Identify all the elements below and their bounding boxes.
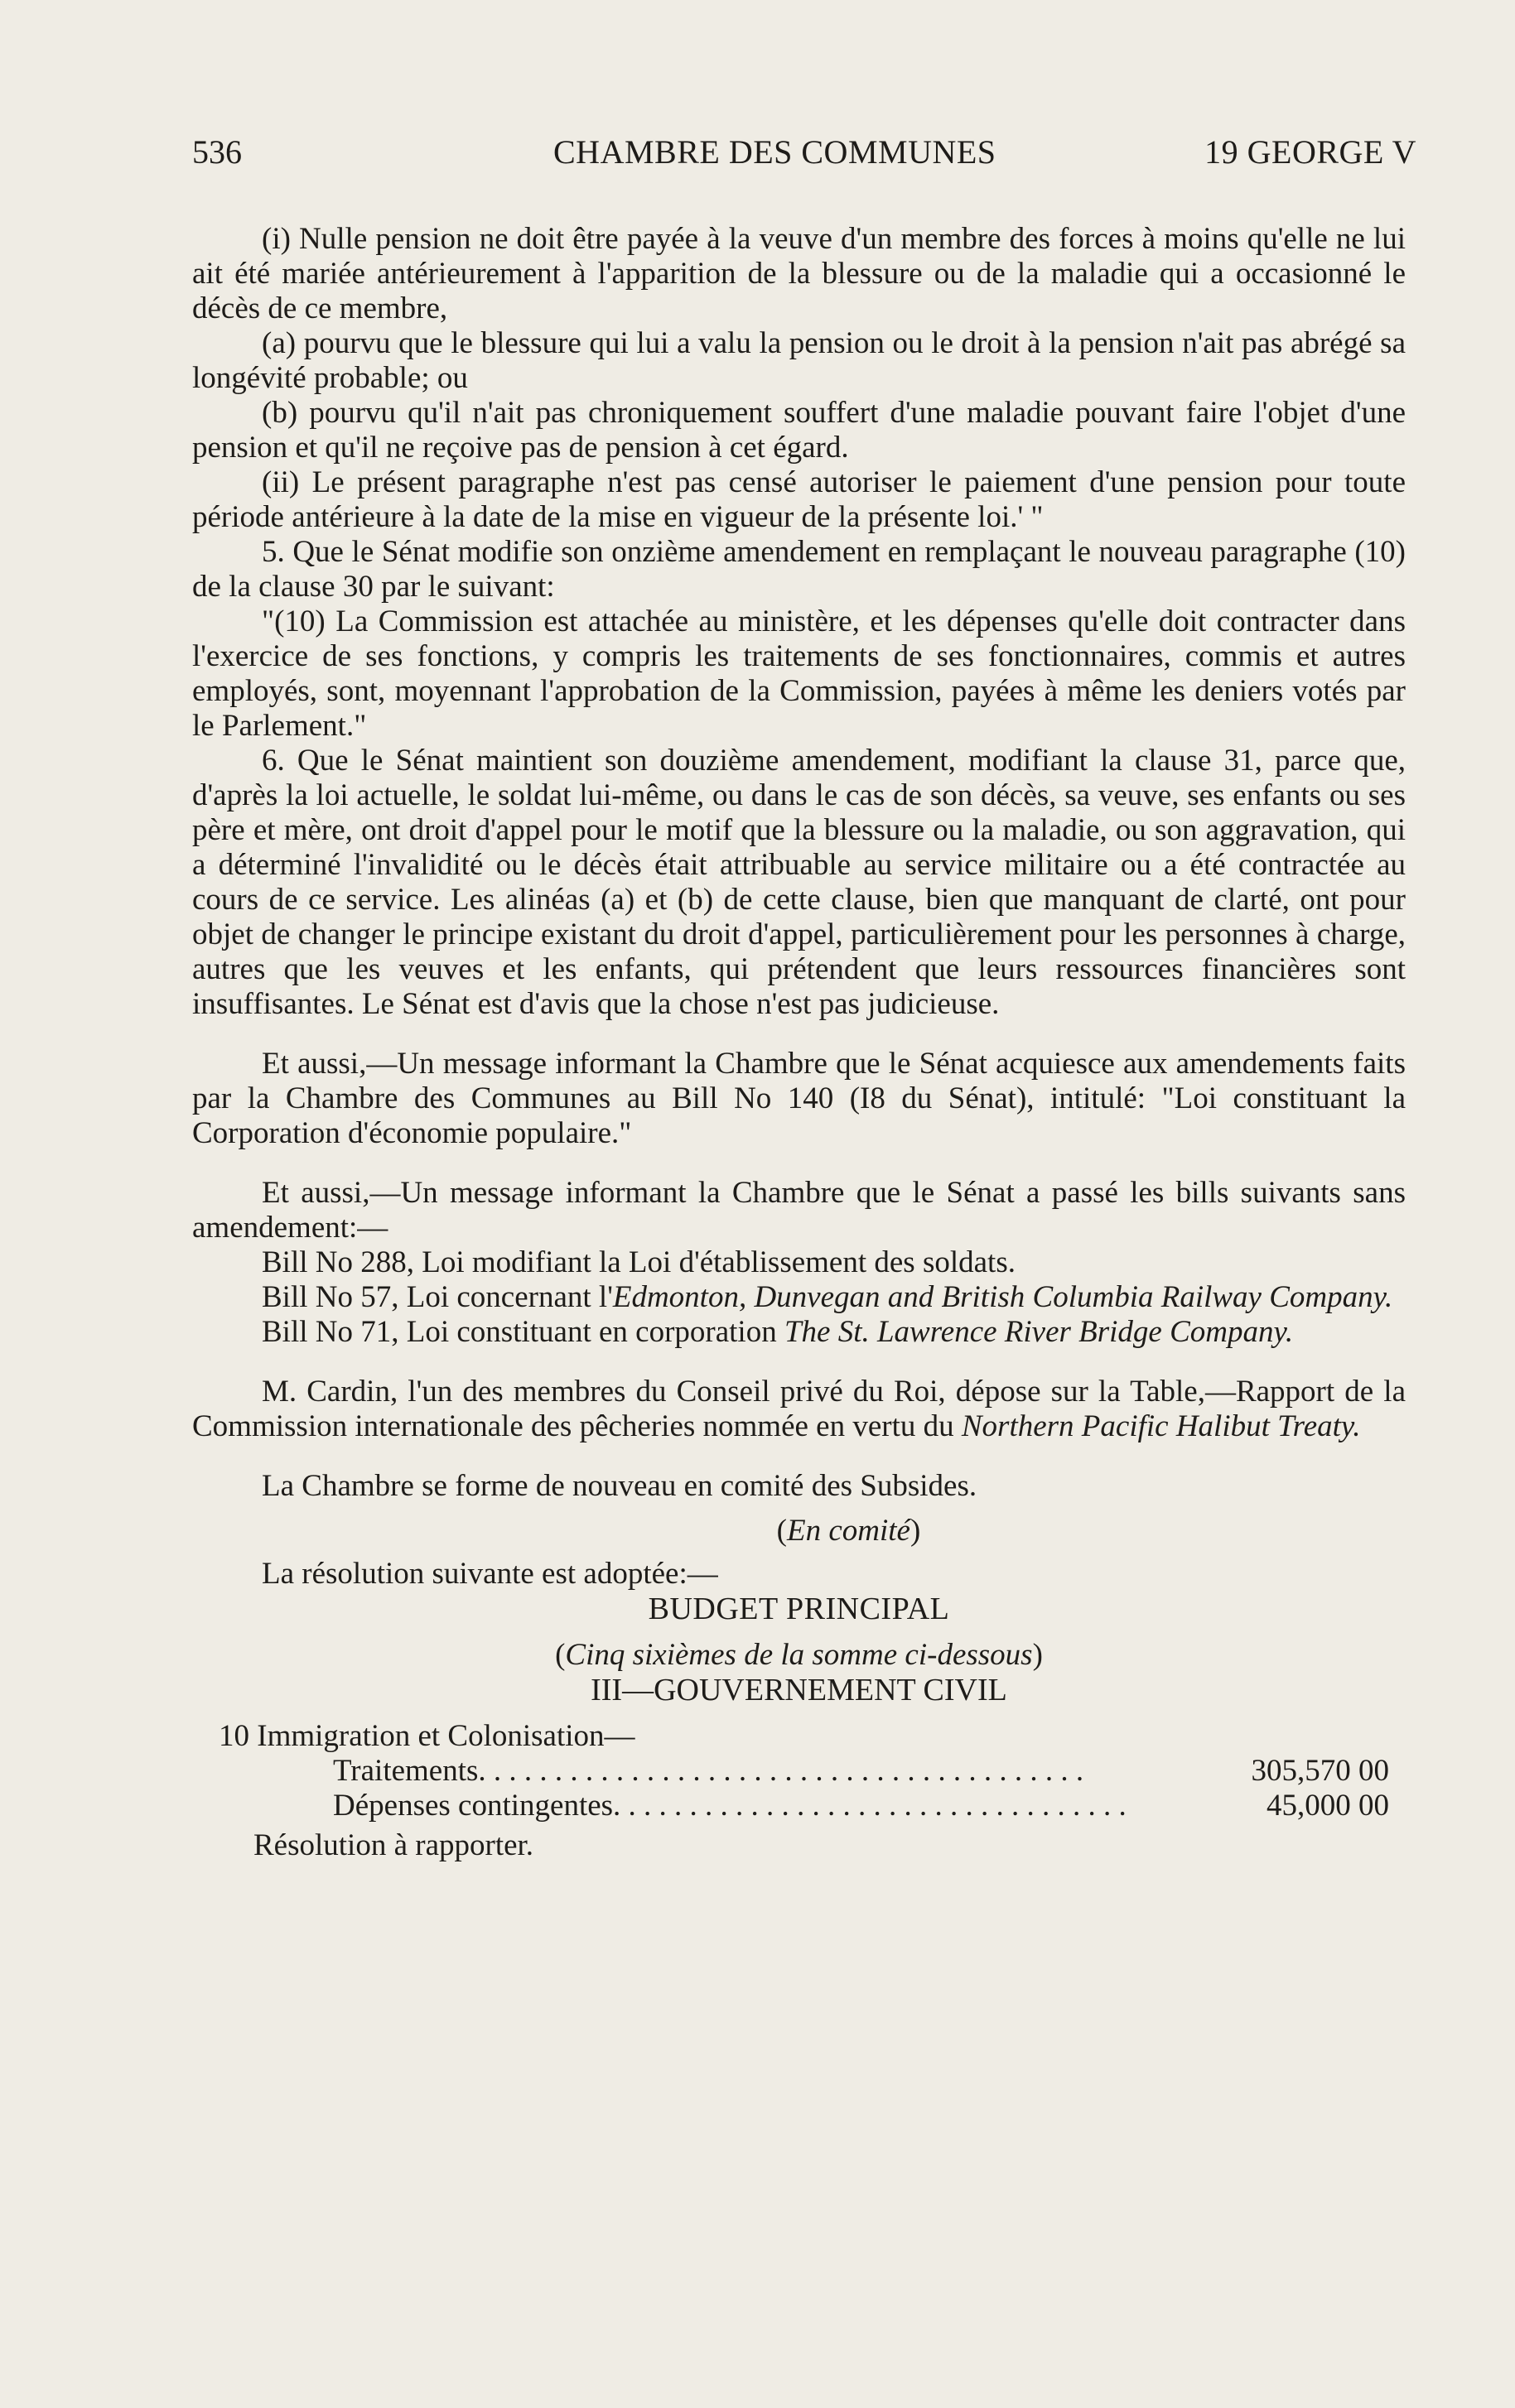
paragraph: (a) pourvu que le blessure qui lui a valu la pension ou le droit à la pension n'ait pas abrégé sa longévité probable; ou: [192, 326, 1406, 395]
paragraph-text: M. Cardin, l'un des membres du Conseil privé du Roi, dépose sur la Table,—Rapport de la Commission internationale des pêcheries nommée en vertu du: [192, 1375, 1406, 1443]
budget-item: [192, 1719, 1406, 1754]
reign-label: 19 GEORGE V: [1204, 133, 1416, 171]
bill-company-name: Edmonton, Dunvegan and British Columbia Railway Company.: [612, 1280, 1393, 1314]
paragraph: La résolution suivante est adoptée:—: [262, 1557, 718, 1591]
treaty-name: Northern Pacific Halibut Treaty.: [961, 1409, 1361, 1443]
budget-line-label: Traitements. . . . . . . . . . . . . . . . . . . . . . . . . . . . . . . . . . . . . . . .: [333, 1754, 1084, 1788]
budget-line-amount: 45,000 00: [1267, 1789, 1389, 1823]
item-number: 10: [219, 1719, 249, 1753]
section-title: III—GOUVERNEMENT CIVIL: [591, 1673, 1007, 1707]
budget-line-amount: 305,570 00: [1251, 1754, 1389, 1788]
budget-line: [192, 1754, 1406, 1789]
paragraph: 5. Que le Sénat modifie son onzième amendement en remplaçant le nouveau paragraphe (10) de la clause 30 par le suivant:: [192, 535, 1406, 604]
bill-item: [192, 1280, 1406, 1315]
paragraph: La Chambre se forme de nouveau en comité des Subsides.: [262, 1469, 977, 1503]
budget-line-label: Dépenses contingentes. . . . . . . . . . . . . . . . . . . . . . . . . . . . . . . . . .: [333, 1789, 1127, 1823]
page-number: 536: [192, 133, 242, 171]
page-body: [192, 222, 1406, 1863]
bill-company-name: The St. Lawrence River Bridge Company.: [784, 1315, 1294, 1349]
bill-text: Bill No 57, Loi concernant l': [262, 1280, 613, 1314]
paragraph: (ii) Le présent paragraphe n'est pas censé autoriser le paiement d'une pension pour toute période antérieure à la date de la mise en vigueur de la présente loi.' ": [192, 465, 1406, 534]
bill-item: [192, 1315, 1406, 1350]
paragraph: "(10) La Commission est attachée au ministère, et les dépenses qu'elle doit contracter dans l'exercice de ses fonctions, y compris les traitements de ses fonctionnaires, commis et autres employés, sont, moyennant l'approbation de la Commission, payées à même les deniers votés par le Parlement.": [192, 604, 1406, 743]
budget-title: BUDGET PRINCIPAL: [648, 1592, 950, 1626]
committee-label: (En comité): [776, 1514, 921, 1548]
paragraph: Et aussi,—Un message informant la Chambre que le Sénat a passé les bills suivants sans amendement:—: [192, 1176, 1406, 1245]
paragraph: 6. Que le Sénat maintient son douzième amendement, modifiant la clause 31, parce que, d'après la loi actuelle, le soldat lui-même, ou dans le cas de son décès, sa veuve, ses enfants ou ses père et mère, ont droit d'appel pour le motif que la blessure ou la maladie, ou son aggravation, qui a déterminé l'invalidité ou le décès était attribuable au service militaire ou a été contractée au cours de ce service. Les alinéas (a) et (b) de cette clause, bien que manquant de clarté, ont pour objet de changer le principe existant du droit d'appel, particulièrement pour les personnes à charge, autres que les veuves et les enfants, qui prétendent que leurs ressources financières sont insuffisantes. Le Sénat est d'avis que la chose n'est pas judicieuse.: [192, 744, 1406, 1021]
item-label: Immigration et Colonisation—: [257, 1719, 635, 1753]
budget-line: [192, 1789, 1406, 1823]
journal-title: CHAMBRE DES COMMUNES: [553, 133, 996, 171]
paragraph: [192, 1375, 1406, 1444]
paragraph: Et aussi,—Un message informant la Chambre que le Sénat acquiesce aux amendements faits par la Chambre des Communes au Bill No 140 (I8 du Sénat), intitulé: "Loi constituant la Corporation d'économie populaire.": [192, 1047, 1406, 1150]
paragraph: (i) Nulle pension ne doit être payée à la veuve d'un membre des forces à moins qu'elle ne lui ait été mariée antérieurement à l'apparition de la blessure ou de la maladie qui a occasionné le décès de ce membre,: [192, 222, 1406, 325]
budget-subtitle: (Cinq sixièmes de la somme ci-dessous): [555, 1638, 1043, 1672]
paragraph: Résolution à rapporter.: [253, 1828, 534, 1862]
bill-item: Bill No 288, Loi modifiant la Loi d'établissement des soldats.: [262, 1245, 1016, 1279]
bill-text: Bill No 71, Loi constituant en corporation: [262, 1315, 784, 1349]
paragraph: (b) pourvu qu'il n'ait pas chroniquement souffert d'une maladie pouvant faire l'objet d'une pension et qu'il ne reçoive pas de pension à cet égard.: [192, 396, 1406, 465]
page-header: [192, 132, 1416, 174]
